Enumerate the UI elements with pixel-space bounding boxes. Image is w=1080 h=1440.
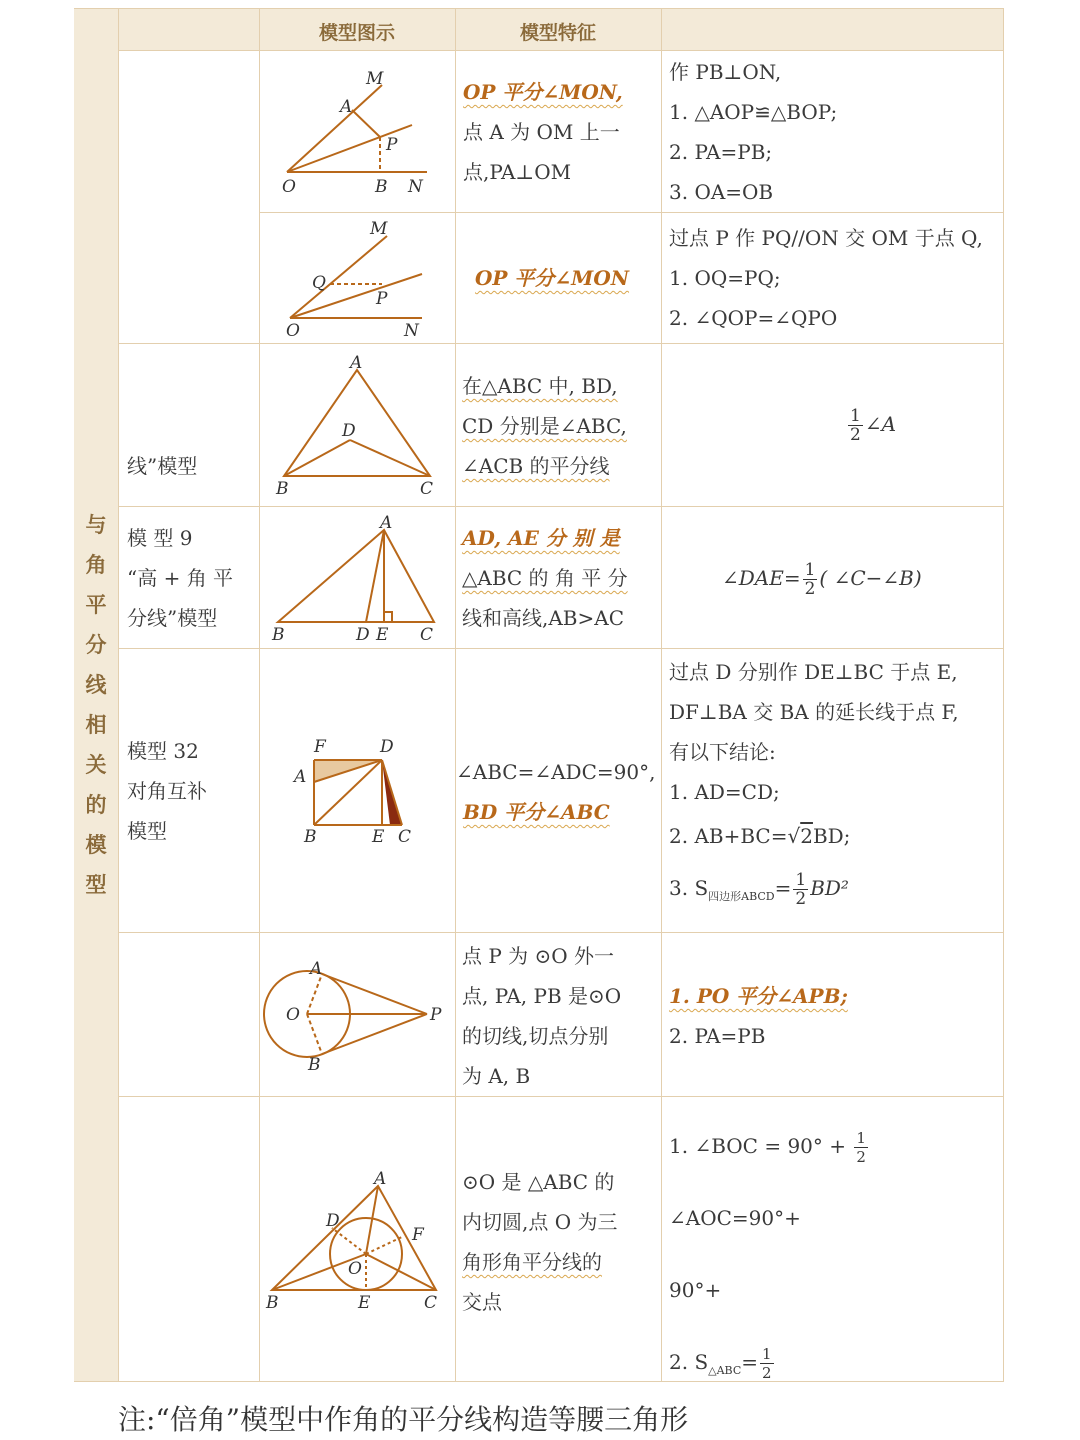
feature-line: △ABC 的 角 平 分 [462, 566, 628, 590]
label-B: B [304, 827, 317, 847]
feature-line: AD, AE 分 别 是 [462, 526, 620, 550]
figure-row7 [262, 1168, 452, 1318]
result-row1 [669, 52, 837, 212]
col-divider-4 [661, 8, 662, 1382]
sidebar-char: 的 [85, 793, 107, 817]
label-E: E [358, 1293, 371, 1313]
label-O: O [286, 1005, 300, 1025]
feature-row2 [475, 258, 629, 298]
feature-line: ∠ABC=∠ADC=90°, [456, 760, 656, 784]
col-divider-1 [118, 8, 119, 1382]
figure-row6 [262, 950, 452, 1080]
result-line: 过点 D 分别作 DE⊥BC 于点 E, [669, 660, 958, 684]
label-C: C [398, 827, 412, 847]
feature-line: OP 平分∠MON [475, 266, 630, 290]
feature-row5 [456, 752, 655, 832]
label-D: D [356, 625, 370, 645]
model-name-row4: 模 型 9 “高 + 角 平 分线”模型 [127, 526, 234, 630]
row-divider [118, 50, 1004, 51]
row-divider [259, 212, 1004, 213]
feature-line: OP 平分∠MON, [463, 80, 623, 104]
result-line: 1. AD=CD; [669, 780, 780, 804]
result-line: 90°+ [669, 1278, 722, 1302]
result-line: 有以下结论: [669, 740, 776, 764]
sidebar-char: 型 [85, 873, 107, 897]
label-N: N [408, 177, 423, 197]
label-A: A [350, 353, 363, 373]
label-B: B [276, 479, 289, 499]
header-feature: 模型特征 [519, 22, 596, 44]
feature-line: 点, PA, PB 是⊙O [462, 984, 622, 1008]
result-line: 1. PO 平分∠APB; [669, 984, 848, 1008]
label-A: A [340, 97, 353, 117]
feature-line: ⊙O 是 △ABC 的 [462, 1170, 615, 1194]
figure-row1 [262, 60, 452, 205]
result-line-area: 3. $S_{四边形ABCD}=$ $\frac{1}{2}$ BD² [669, 870, 849, 909]
label-P: P [386, 135, 398, 155]
label-P: P [430, 1005, 442, 1025]
label-A: A [380, 513, 393, 533]
sidebar-char: 与 [85, 513, 107, 537]
feature-line: 点,PA⊥OM [463, 160, 572, 184]
label-O: O [286, 321, 300, 341]
result-row2 [669, 218, 983, 338]
table-border-top [74, 8, 1004, 9]
result-line-sqrt: 2. AB+BC=√2BD; [669, 824, 851, 848]
figure-row2 [262, 214, 452, 341]
sidebar-char: 相 [85, 713, 107, 737]
feature-row1 [463, 72, 623, 192]
label-C: C [420, 479, 434, 499]
label-M: M [370, 219, 388, 239]
label-A: A [374, 1169, 387, 1189]
feature-row3 [462, 366, 627, 486]
result-line: 过点 P 作 PQ//ON 交 OM 于点 Q, [669, 226, 983, 250]
feature-line: BD 平分∠ABC [463, 800, 610, 824]
figure-row3 [262, 348, 452, 503]
result-line: DF⊥BA 交 BA 的延长线于点 F, [669, 700, 959, 724]
result-line: 2. $S_{\triangle ABC}=$ $\frac{1}{2}$ [669, 1345, 772, 1382]
header-figure: 模型图示 [318, 22, 395, 44]
figure-row4 [262, 512, 452, 646]
label-C: C [424, 1293, 438, 1313]
row-divider [118, 932, 1004, 933]
feature-row7 [462, 1162, 617, 1322]
feature-row4 [462, 518, 628, 638]
figure-row5 [262, 730, 452, 855]
sidebar-title [74, 505, 118, 905]
feature-line: 内切圆,点 O 为三 [462, 1210, 618, 1234]
label-M: M [366, 69, 384, 89]
sidebar-char: 模 [85, 833, 107, 857]
label-O: O [282, 177, 296, 197]
col-divider-2 [259, 8, 260, 1382]
label-E: E [376, 625, 389, 645]
sidebar-char: 关 [85, 753, 107, 777]
feature-line: 线和高线,AB>AC [462, 606, 625, 630]
sidebar-char: 分 [85, 633, 107, 657]
sidebar-char: 线 [85, 673, 107, 697]
feature-line: 角形角平分线的 [462, 1250, 602, 1274]
label-E: E [372, 827, 385, 847]
label-C: C [420, 625, 434, 645]
result-line: 2. ∠QOP=∠QPO [669, 306, 838, 330]
result-line: 3. OA=OB [669, 180, 774, 204]
result-row5 [669, 652, 959, 917]
feature-line: 的切线,切点分别 [462, 1024, 609, 1048]
feature-row6 [462, 936, 621, 1096]
sidebar-char: 角 [85, 553, 107, 577]
label-D: D [380, 737, 394, 757]
label-D: D [342, 421, 356, 441]
result-line: 作 PB⊥ON, [669, 60, 782, 84]
table-border-right [1003, 8, 1004, 1382]
label-F: F [412, 1225, 424, 1245]
result-line: ∠AOC=90°+ [669, 1206, 801, 1230]
row-divider [118, 343, 1004, 344]
result-row7 [669, 1110, 870, 1407]
feature-line: 点 P 为 ⊙O 外一 [462, 944, 615, 968]
row-divider [118, 506, 1004, 507]
label-A: A [310, 959, 323, 979]
label-Q: Q [312, 273, 326, 293]
label-B: B [266, 1293, 279, 1313]
label-D: D [326, 1211, 340, 1231]
label-P: P [376, 289, 388, 309]
result-line: 1. OQ=PQ; [669, 266, 781, 290]
label-B: B [375, 177, 388, 197]
result-line: 1. △AOP≌△BOP; [669, 100, 838, 124]
result-line: 2. PA=PB; [669, 140, 773, 164]
label-O: O [348, 1259, 362, 1279]
row-divider [118, 648, 1004, 649]
label-A: A [294, 767, 307, 787]
feature-line: 为 A, B [462, 1064, 531, 1088]
label-F: F [314, 737, 326, 757]
result-line: 2. PA=PB [669, 1024, 766, 1048]
result-line: 1. ∠BOC = 90° + $\frac{1}{2}$ [669, 1129, 866, 1166]
label-N: N [404, 321, 419, 341]
feature-line: CD 分别是∠ABC, [462, 414, 627, 438]
result-row6 [669, 976, 848, 1056]
label-B: B [272, 625, 285, 645]
footnote: 注:“倍角”模型中作角的平分线构造等腰三角形 [118, 1403, 689, 1436]
label-B: B [308, 1055, 321, 1075]
sidebar-char: 平 [85, 593, 107, 617]
model-name-row3: 线”模型 [127, 454, 198, 478]
row-divider [118, 1096, 1004, 1097]
feature-line: 在△ABC 中, BD, [462, 374, 618, 398]
feature-line: ∠ACB 的平分线 [462, 454, 610, 478]
model-name-row5: 模型 32 对角互补 模型 [127, 739, 207, 843]
feature-line: 交点 [462, 1290, 502, 1314]
col-divider-3 [455, 8, 456, 1382]
feature-line: 点 A 为 OM 上一 [463, 120, 620, 144]
result-row4: ∠DAE= $\frac{1}{2}$ ( ∠C−∠B) [722, 560, 922, 599]
result-row3: $\frac{1}{2}$ ∠A [850, 406, 897, 445]
